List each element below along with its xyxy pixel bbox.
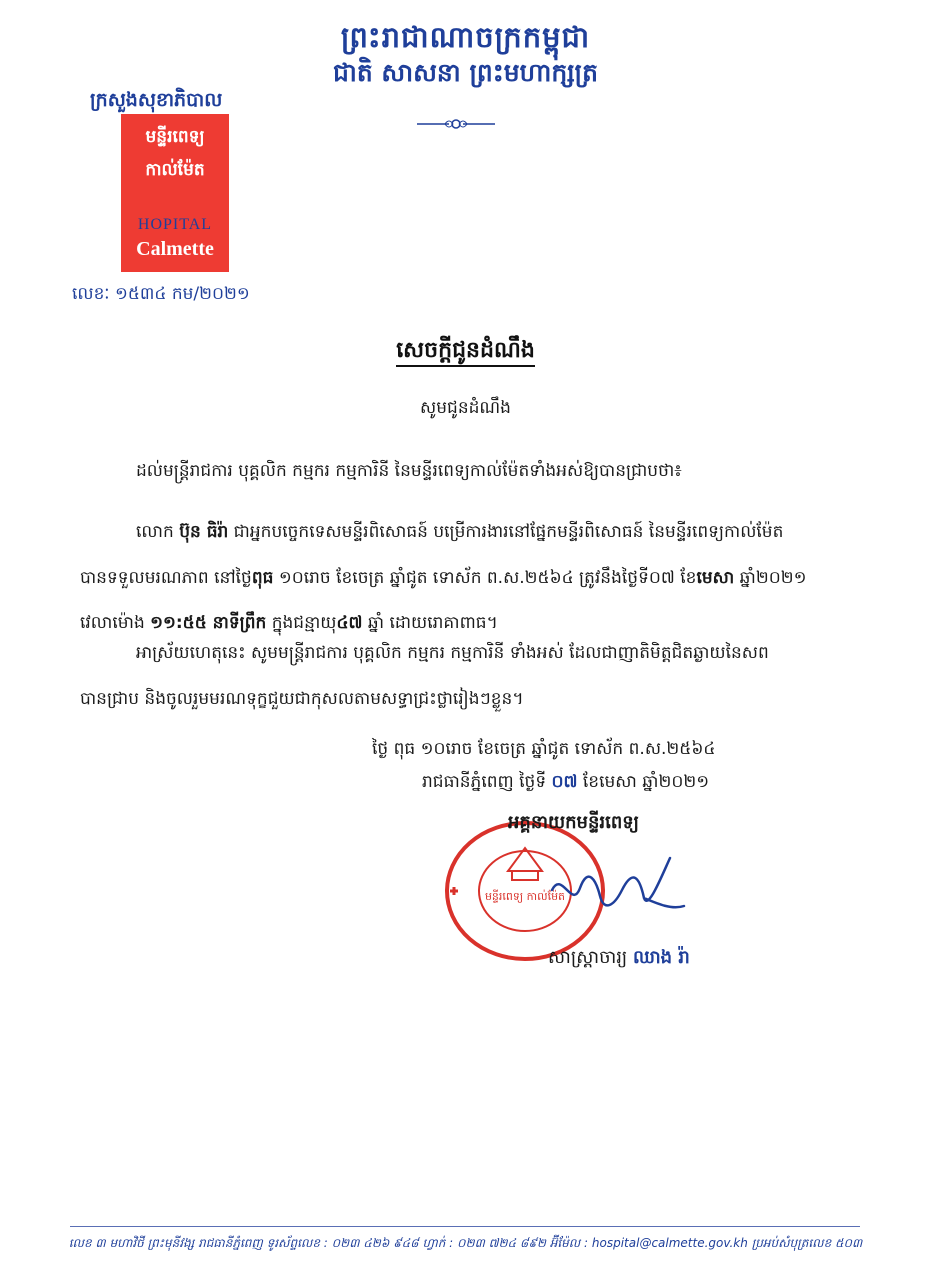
- death-date: ០៧: [648, 568, 675, 588]
- death-year: ២០២១: [755, 568, 807, 588]
- text-segment: ឆ្នាំ: [734, 568, 756, 588]
- national-motto: ជាតិ សាសនា ព្រះមហាក្សត្រ: [333, 58, 598, 87]
- deceased-age: ៤៧: [336, 613, 363, 633]
- text-segment: រាជធានីភ្នំពេញ ថ្ងៃទី: [422, 772, 552, 792]
- logo-en-line2: Calmette: [136, 238, 214, 260]
- paragraph-announcement-line1: [136, 521, 783, 546]
- death-month: មេសា: [696, 568, 735, 588]
- paragraph-announcement-line2: [80, 567, 806, 592]
- signer: [548, 945, 690, 972]
- text-segment: បានទទួលមរណភាព នៅថ្ងៃ: [80, 568, 252, 588]
- stamp-text: មន្ទីរពេទ្យ កាល់ម៉ែត: [484, 890, 566, 903]
- deceased-name: ប៊ុន ធិរ៉ា: [179, 522, 229, 542]
- text-segment: វេលាម៉ោង: [80, 613, 151, 633]
- paragraph-condolence-line2: បានជ្រាប និងចូលរួមមរណទុក្ខជួយជាកុសលតាមសទ្ធាជ្រះថ្លារៀងៗខ្លួន។: [80, 689, 524, 709]
- death-time: ១១:៥៥ នាទីព្រឹក: [150, 613, 267, 633]
- signer-prefix: សាស្ត្រាចារ្យ: [548, 947, 633, 968]
- logo-kh-line1: មន្ទីរពេទ្យ: [145, 127, 205, 147]
- handwritten-day: ០៧: [551, 772, 578, 792]
- place-and-date: [422, 771, 709, 796]
- document-subtitle: សូមជូនដំណឹង: [420, 398, 511, 418]
- signature-icon: [548, 850, 688, 930]
- death-weekday: ពុធ: [251, 568, 274, 588]
- text-segment: ឆ្នាំ ដោយរោគាពាធ។: [362, 613, 498, 633]
- text-segment: ខែ: [674, 568, 697, 588]
- text-segment: ជាអ្នកបច្ចេកទេសមន្ទីរពិសោធន៍ បម្រើការងារនៅផ្នែកមន្ទីរពិសោធន៍ នៃមន្ទីរពេទ្យកាល់ម៉ែត: [228, 522, 784, 542]
- text-segment: ១០រោច ខែចេត្រ ឆ្នាំជូត ទោស័ក ព.ស.២៥៦៤ ត្រូវនឹងថ្ងៃទី: [273, 568, 649, 588]
- text-segment: លោក: [136, 522, 180, 542]
- footer-divider: [70, 1226, 860, 1227]
- text-segment: ខែមេសា ឆ្នាំ២០២១: [577, 772, 710, 792]
- signer-name: ឈាង រ៉ា: [633, 947, 690, 968]
- document-title-text: សេចក្ដីជូនដំណឹង: [396, 338, 535, 367]
- logo-kh-line2: កាល់ម៉ែត: [145, 160, 205, 180]
- lunar-date: ថ្ងៃ ពុធ ១០រោច ខែចេត្រ ឆ្នាំជូត ទោស័ក ព.ស.២៥៦៤: [372, 739, 716, 759]
- text-segment: ក្នុងជន្មាយុ: [266, 613, 337, 633]
- ministry-name: ក្រសួងសុខាភិបាល: [90, 89, 223, 111]
- paragraph-addressee: ដល់មន្ត្រីរាជការ បុគ្គលិក កម្មករ កម្មការិនី នៃមន្ទីរពេទ្យកាល់ម៉ែតទាំងអស់ឱ្យបានជ្រាបថា៖: [136, 461, 682, 481]
- footer-contact: លេខ ៣ មហាវិថី ព្រះមុនីវង្ស រាជធានីភ្នំពេញ ទូរស័ព្ទលេខ : ០២៣ ៤២៦ ៩៤៨ ហ្វាក់ : ០២៣ ៧២៤ ៨៩២ អ៊ីម៉ែល : hospital@calmette.gov.kh ប្រអប់សំបុត្រលេខ ៥០៣: [68, 1236, 863, 1250]
- kingdom-heading: ព្រះរាជាណាចក្រកម្ពុជា: [340, 20, 591, 54]
- document-title: [0, 336, 931, 368]
- hospital-logo: [121, 114, 229, 272]
- paragraph-condolence-line1: អាស្រ័យហេតុនេះ សូមមន្ត្រីរាជការ បុគ្គលិក កម្មករ កម្មការិនី ទាំងអស់ ដែលជាញាតិមិត្តជិតឆ្ងាយនៃសព: [136, 643, 769, 663]
- logo-en-line1: HOPITAL: [137, 216, 213, 233]
- reference-number: លេខៈ ១៥៣៤ កម/២០២១: [72, 284, 250, 304]
- paragraph-announcement-line3: [80, 612, 498, 637]
- ornament-divider-icon: [415, 116, 497, 132]
- director-title: អគ្គនាយកមន្ទីរពេទ្យ: [508, 812, 640, 833]
